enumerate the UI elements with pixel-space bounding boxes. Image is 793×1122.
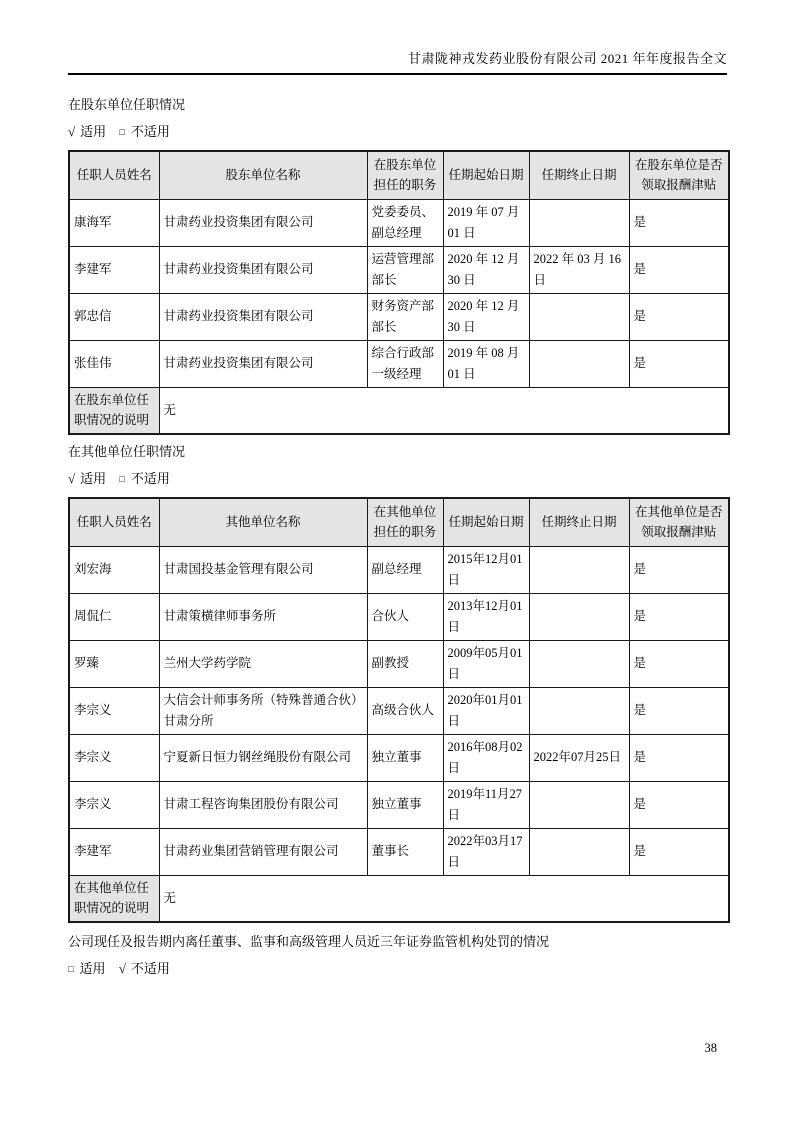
table-row [69, 199, 729, 246]
table-cell: 2020年01月01日 [443, 687, 529, 734]
table-cell: 李建军 [69, 828, 159, 875]
note-label-cell: 在股东单位任职情况的说明 [69, 387, 159, 434]
table-cell [529, 340, 629, 387]
not-applicable-label: 不适用 [130, 124, 170, 139]
table-cell: 李建军 [69, 246, 159, 293]
table-cell: 甘肃药业集团营销管理有限公司 [159, 828, 367, 875]
column-header: 其他单位名称 [159, 498, 367, 546]
report-header-title: 甘肃陇神戎发药业股份有限公司 2021 年年度报告全文 [68, 50, 727, 75]
table-cell: 是 [629, 340, 729, 387]
table-cell: 是 [629, 593, 729, 640]
column-header: 在其他单位担任的职务 [367, 498, 443, 546]
table-cell: 甘肃药业投资集团有限公司 [159, 199, 367, 246]
table-cell: 康海军 [69, 199, 159, 246]
table-cell: 是 [629, 781, 729, 828]
column-header: 在其他单位是否领取报酬津贴 [629, 498, 729, 546]
table-cell: 党委委员、副总经理 [367, 199, 443, 246]
checkbox-empty-icon: □ [119, 127, 125, 137]
check-mark-icon: √ [68, 471, 76, 486]
table-cell: 2020 年 12 月 30 日 [443, 246, 529, 293]
note-value-cell: 无 [159, 387, 729, 434]
note-row [69, 387, 729, 434]
check-mark-icon: √ [68, 124, 76, 139]
column-header: 在股东单位担任的职务 [367, 151, 443, 199]
page-number: 38 [704, 1041, 717, 1055]
table-cell: 甘肃国投基金管理有限公司 [159, 546, 367, 593]
applicable-label: 适用 [80, 124, 107, 139]
table-cell [529, 687, 629, 734]
column-header: 任期起始日期 [443, 498, 529, 546]
checkbox-empty-icon: □ [68, 964, 74, 974]
table-cell [529, 640, 629, 687]
note-label-cell: 在其他单位任职情况的说明 [69, 875, 159, 922]
table-cell: 张佳伟 [69, 340, 159, 387]
table-cell: 2019 年 07 月 01 日 [443, 199, 529, 246]
table-cell: 李宗义 [69, 734, 159, 781]
table-cell: 李宗义 [69, 687, 159, 734]
penalty-statement-text: 公司现任及报告期内离任董事、监事和高级管理人员近三年证券监管机构处罚的情况 [68, 934, 550, 949]
applicable-label: 适用 [80, 471, 107, 486]
column-header: 任职人员姓名 [69, 151, 159, 199]
table-cell: 大信会计师事务所（特殊普通合伙）甘肃分所 [159, 687, 367, 734]
table-cell: 是 [629, 828, 729, 875]
checkbox-empty-icon: □ [119, 474, 125, 484]
applicable-label: 适用 [79, 961, 106, 976]
table-cell: 甘肃工程咨询集团股份有限公司 [159, 781, 367, 828]
table-cell: 是 [629, 293, 729, 340]
table-cell: 是 [629, 199, 729, 246]
table-row [69, 734, 729, 781]
table-cell: 2009年05月01日 [443, 640, 529, 687]
table-row [69, 593, 729, 640]
table-cell: 2019年11月27日 [443, 781, 529, 828]
table-cell: 宁夏新日恒力钢丝绳股份有限公司 [159, 734, 367, 781]
table-cell: 独立董事 [367, 781, 443, 828]
table-cell: 甘肃药业投资集团有限公司 [159, 246, 367, 293]
table-row [69, 640, 729, 687]
table-row [69, 246, 729, 293]
table-cell [529, 199, 629, 246]
table-cell: 高级合伙人 [367, 687, 443, 734]
table-cell: 副教授 [367, 640, 443, 687]
table-cell [529, 546, 629, 593]
table-cell: 独立董事 [367, 734, 443, 781]
table-cell: 罗臻 [69, 640, 159, 687]
table-cell: 董事长 [367, 828, 443, 875]
not-applicable-label: 不适用 [130, 961, 170, 976]
table-cell: 合伙人 [367, 593, 443, 640]
applicability-line-shareholder [68, 123, 727, 141]
column-header: 股东单位名称 [159, 151, 367, 199]
table-cell: 甘肃药业投资集团有限公司 [159, 340, 367, 387]
table-cell: 运营管理部部长 [367, 246, 443, 293]
table-cell: 2022年03月17日 [443, 828, 529, 875]
table-cell [529, 781, 629, 828]
table-cell [529, 828, 629, 875]
column-header: 任期终止日期 [529, 151, 629, 199]
table-cell: 刘宏海 [69, 546, 159, 593]
table-cell: 李宗义 [69, 781, 159, 828]
table-row [69, 687, 729, 734]
applicability-line-penalty [68, 960, 727, 978]
table-row [69, 781, 729, 828]
table-cell: 2016年08月02日 [443, 734, 529, 781]
table-header-row [69, 498, 729, 546]
table-row [69, 293, 729, 340]
table-cell: 2013年12月01日 [443, 593, 529, 640]
table-header-row [69, 151, 729, 199]
shareholder-positions-table [68, 150, 730, 435]
column-header: 任期起始日期 [443, 151, 529, 199]
table-cell: 周侃仁 [69, 593, 159, 640]
table-cell [529, 593, 629, 640]
table-cell: 郭忠信 [69, 293, 159, 340]
column-header: 任职人员姓名 [69, 498, 159, 546]
section-title-other-positions: 在其他单位任职情况 [68, 444, 186, 459]
table-cell: 财务资产部部长 [367, 293, 443, 340]
table-cell [529, 293, 629, 340]
table-cell: 是 [629, 687, 729, 734]
not-applicable-label: 不适用 [130, 471, 170, 486]
table-cell: 是 [629, 734, 729, 781]
check-mark-icon: √ [118, 961, 126, 976]
table-cell: 2019 年 08 月 01 日 [443, 340, 529, 387]
table-row [69, 546, 729, 593]
table-cell: 是 [629, 246, 729, 293]
section-title-shareholder-positions: 在股东单位任职情况 [68, 97, 186, 112]
table-cell: 2022 年 03 月 16 日 [529, 246, 629, 293]
table-cell: 兰州大学药学院 [159, 640, 367, 687]
column-header: 在股东单位是否领取报酬津贴 [629, 151, 729, 199]
table-cell: 2015年12月01日 [443, 546, 529, 593]
table-cell: 是 [629, 546, 729, 593]
note-value-cell: 无 [159, 875, 729, 922]
note-row [69, 875, 729, 922]
applicability-line-other [68, 470, 727, 488]
table-cell: 2020 年 12 月 30 日 [443, 293, 529, 340]
column-header: 任期终止日期 [529, 498, 629, 546]
table-cell: 副总经理 [367, 546, 443, 593]
table-cell: 甘肃药业投资集团有限公司 [159, 293, 367, 340]
table-cell: 是 [629, 640, 729, 687]
table-row [69, 828, 729, 875]
table-cell: 综合行政部一级经理 [367, 340, 443, 387]
table-cell: 2022年07月25日 [529, 734, 629, 781]
table-row [69, 340, 729, 387]
other-positions-table [68, 497, 730, 923]
table-cell: 甘肃策横律师事务所 [159, 593, 367, 640]
